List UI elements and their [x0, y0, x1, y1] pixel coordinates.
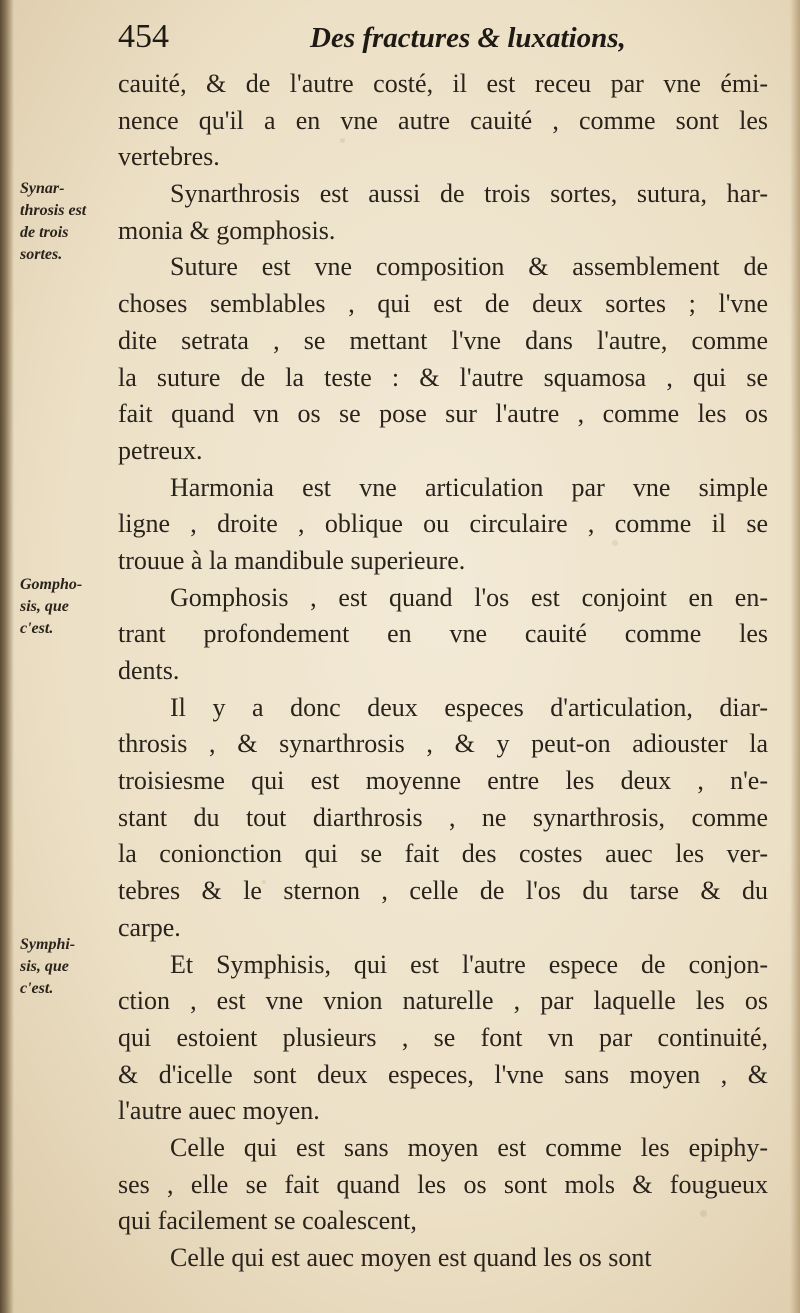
- text-line: choses semblables , qui est de deux sortes ; l'vne: [118, 289, 768, 319]
- text-line: Synarthrosis est aussi de trois sortes, sutura, har-: [170, 179, 768, 209]
- marginal-note-line: throsis est: [20, 202, 87, 219]
- text-line: Celle qui est auec moyen est quand les os sont: [170, 1243, 652, 1272]
- text-line: throsis , & synarthrosis , & y peut-on adiouster la: [118, 729, 768, 759]
- text-line: monia & gomphosis.: [118, 215, 336, 245]
- text-line: fait quand vn os se pose sur l'autre , comme les os: [118, 399, 768, 429]
- text-line: l'autre auec moyen.: [118, 1096, 320, 1126]
- text-line: vertebres.: [118, 142, 220, 172]
- body-text: [118, 66, 768, 1277]
- binding-shadow: [0, 0, 14, 1313]
- page-header: [118, 18, 768, 66]
- marginal-note-line: c'est.: [20, 980, 54, 997]
- marginal-note-line: sis, que: [20, 598, 69, 615]
- text-line: dents.: [118, 656, 180, 685]
- text-line: ligne , droite , oblique ou circulaire , comme il se: [118, 509, 768, 539]
- text-line: petreux.: [118, 435, 203, 465]
- text-line: trouue à la mandibule superieure.: [118, 545, 466, 575]
- foxing-spot: [612, 540, 618, 546]
- marginal-note-line: sis, que: [20, 958, 69, 975]
- marginal-note-symphisis: [20, 934, 112, 1000]
- marginal-note-line: de trois: [20, 224, 69, 241]
- text-line: tebres & le sternon , celle de l'os du tarse & du: [118, 876, 768, 906]
- running-title: Des fractures & luxations,: [310, 22, 626, 54]
- text-line: dite setrata , se mettant l'vne dans l'autre, comme: [118, 325, 768, 355]
- text-line: ction , est vne vnion naturelle , par laquelle les os: [118, 986, 768, 1016]
- text-line: Celle qui est sans moyen est comme les epiphy-: [170, 1132, 768, 1162]
- marginal-note-line: Gompho-: [20, 576, 83, 593]
- text-line: & d'icelle sont deux especes, l'vne sans moyen , &: [118, 1059, 768, 1089]
- marginal-note-line: c'est.: [20, 620, 54, 637]
- foxing-spot: [262, 880, 266, 884]
- marginal-note-line: Symphi-: [20, 936, 76, 953]
- text-line: Suture est vne composition & assemblement de: [170, 252, 768, 282]
- text-line: troisiesme qui est moyenne entre les deux , n'e-: [118, 766, 768, 796]
- foxing-spot: [340, 138, 345, 143]
- marginal-note-line: Synar-: [20, 180, 65, 197]
- marginal-note-line: sortes.: [20, 246, 63, 263]
- marginal-note-gomphosis: [20, 574, 112, 640]
- text-line: Harmonia est vne articulation par vne simple: [170, 472, 768, 502]
- text-line: carpe.: [118, 912, 181, 942]
- text-line: qui estoient plusieurs , se font vn par continuité,: [118, 1022, 768, 1052]
- foxing-spot: [700, 1210, 707, 1217]
- text-line: nence qu'il a en vne autre cauité , comme sont les: [118, 105, 768, 135]
- text-line: stant du tout diarthrosis , ne synarthrosis, comme: [118, 802, 768, 832]
- marginal-note-synarthrosis: [20, 178, 112, 266]
- text-line: Et Symphisis, qui est l'autre espece de conjon-: [170, 949, 768, 979]
- text-line: Gomphosis , est quand l'os est conjoint en en-: [170, 582, 768, 612]
- text-line: la conionction qui se fait des costes auec les ver-: [118, 839, 768, 869]
- text-line: cauité, & de l'autre costé, il est receu par vne émi-: [118, 69, 768, 98]
- text-line: Il y a donc deux especes d'articulation, diar-: [170, 692, 768, 722]
- text-line: ses , elle se fait quand les os sont mols & fougueux: [118, 1169, 768, 1199]
- text-line: trant profondement en vne cauité comme les: [118, 619, 768, 649]
- page-edge: [790, 0, 800, 1313]
- text-line: la suture de la teste : & l'autre squamosa , qui se: [118, 362, 768, 392]
- page-number: 454: [118, 18, 169, 55]
- text-line: qui facilement se coalescent,: [118, 1206, 417, 1236]
